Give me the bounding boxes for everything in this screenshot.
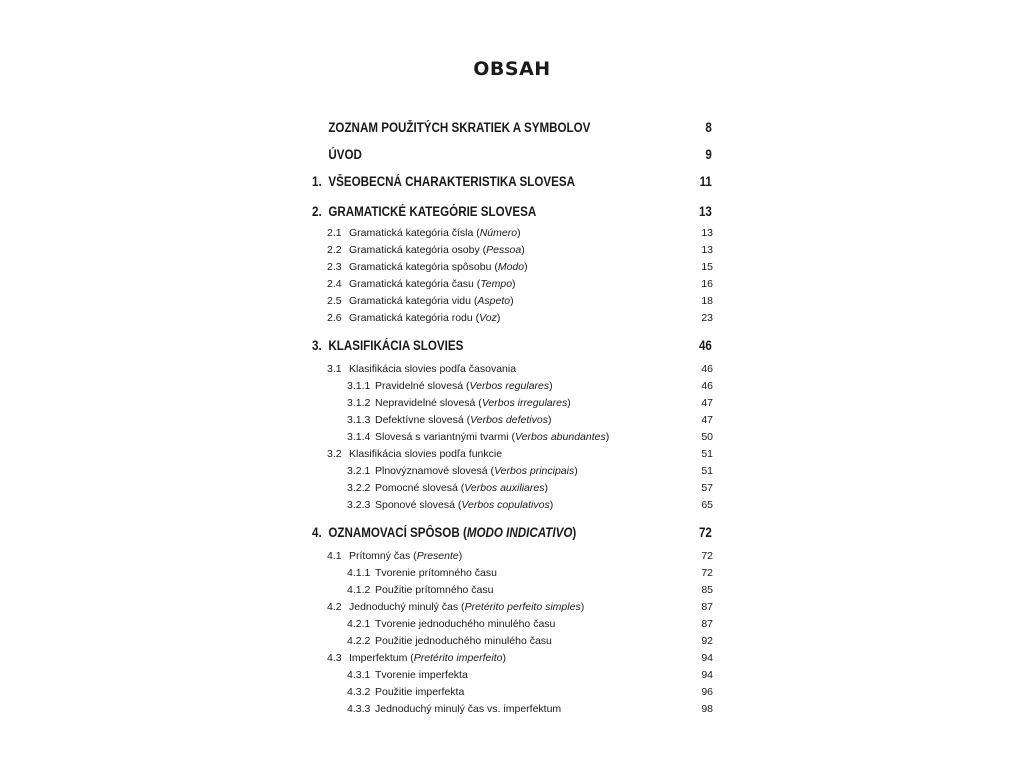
toc-number: 2.6 [327,312,342,324]
toc-page: 46 [701,380,713,392]
toc-label: Gramatická kategória rodu (Voz) [349,312,501,324]
toc-label: ÚVOD [328,147,362,162]
toc-page: 9 [705,147,712,162]
toc-label: ZOZNAM POUŽITÝCH SKRATIEK A SYMBOLOV [328,120,591,135]
toc-number: 2. [312,204,322,219]
toc-entry-3-1-2[interactable] [312,395,714,412]
toc-label: Gramatická kategória času (Tempo) [349,278,516,290]
toc-number: 4.2.1 [347,618,371,630]
toc-number: 2.3 [327,261,342,273]
toc-entry-3-1[interactable] [312,361,714,378]
toc-page: 87 [701,618,713,630]
toc-entry-4-3-3[interactable] [312,701,714,718]
toc-entry-3-2-2[interactable] [312,480,714,497]
toc-number: 3.2.1 [347,465,371,477]
toc-page: 94 [701,669,713,681]
toc-label: Tvorenie imperfekta [375,669,468,681]
toc-label: Tvorenie prítomného času [375,567,497,579]
toc-label: Použitie imperfekta [375,686,465,698]
toc-page: 51 [701,465,713,477]
toc-entry-4-1[interactable] [312,548,714,565]
toc-label: Jednoduchý minulý čas vs. imperfektum [375,703,562,715]
toc-page: 13 [698,204,712,219]
toc-entry-chapter-4[interactable] [312,518,712,548]
toc-number: 4.3 [327,652,342,664]
toc-label: Použitie jednoduchého minulého času [375,635,552,647]
table-of-contents [312,114,714,718]
toc-label: VŠEOBECNÁ CHARAKTERISTIKA SLOVESA [328,174,575,189]
toc-number: 2.4 [327,278,342,290]
toc-number: 3.1.3 [347,414,371,426]
toc-label: Slovesá s variantnými tvarmi (Verbos abundantes) [375,431,610,443]
toc-number: 4.1 [327,550,342,562]
toc-number: 4.2.2 [347,635,371,647]
toc-entry-chapter-3[interactable] [312,331,712,361]
toc-entry-2-4[interactable] [312,276,714,293]
toc-page: 57 [701,482,713,494]
toc-entry-4-1-1[interactable] [312,565,714,582]
toc-page: 65 [701,499,713,511]
toc-label: Plnovýznamové slovesá (Verbos principais) [375,465,578,477]
toc-entry-3-1-1[interactable] [312,378,714,395]
toc-number: 4. [312,525,322,540]
toc-number: 3.1.4 [347,431,371,443]
toc-entry-4-2[interactable] [312,599,714,616]
toc-label: Klasifikácia slovies podľa časovania [349,363,517,375]
toc-entry-chapter-2[interactable] [312,198,712,225]
toc-page: 87 [701,601,713,613]
toc-number: 2.5 [327,295,342,307]
toc-label: Pravidelné slovesá (Verbos regulares) [375,380,553,392]
toc-page: 46 [698,338,712,353]
toc-label: Gramatická kategória osoby (Pessoa) [349,244,525,256]
toc-page: 15 [701,261,713,273]
toc-page: 94 [701,652,713,664]
toc-entry-3-1-4[interactable] [312,429,714,446]
toc-entry-4-2-1[interactable] [312,616,714,633]
toc-page: 47 [701,414,713,426]
toc-label: Tvorenie jednoduchého minulého času [375,618,556,630]
toc-entry-abbreviations[interactable] [312,114,712,141]
toc-entry-4-3-2[interactable] [312,684,714,701]
toc-label: Defektívne slovesá (Verbos defetivos) [375,414,552,426]
toc-label: Gramatická kategória spôsobu (Modo) [349,261,528,273]
toc-page: 85 [701,584,713,596]
toc-page: 98 [701,703,713,715]
toc-number: 3.2.3 [347,499,371,511]
toc-number: 3.1.1 [347,380,371,392]
toc-page: 46 [701,363,713,375]
toc-number: 3.1.2 [347,397,371,409]
toc-entry-3-1-3[interactable] [312,412,714,429]
toc-page: 72 [701,567,713,579]
toc-page: 13 [701,244,713,256]
toc-number: 3. [312,338,322,353]
toc-label: Gramatická kategória čísla (Número) [349,227,521,239]
toc-entry-2-3[interactable] [312,259,714,276]
toc-number: 4.1.1 [347,567,371,579]
toc-page: 51 [701,448,713,460]
toc-label: Sponové slovesá (Verbos copulativos) [375,499,554,511]
toc-entry-4-3-1[interactable] [312,667,714,684]
toc-label: GRAMATICKÉ KATEGÓRIE SLOVESA [328,204,537,219]
toc-label: OZNAMOVACÍ SPÔSOB (MODO INDICATIVO) [328,525,577,540]
toc-number: 3.1 [327,363,342,375]
toc-label: Nepravidelné slovesá (Verbos irregulares) [375,397,571,409]
toc-page: 96 [701,686,713,698]
toc-entry-2-5[interactable] [312,293,714,310]
toc-page: 47 [701,397,713,409]
toc-page: 18 [701,295,713,307]
toc-label: Použitie prítomného času [375,584,494,596]
toc-page: 8 [705,120,712,135]
toc-number: 3.2 [327,448,342,460]
toc-entry-4-2-2[interactable] [312,633,714,650]
toc-number: 1. [312,174,322,189]
toc-entry-2-6[interactable] [312,310,714,327]
toc-number: 2.1 [327,227,342,239]
toc-entry-4-3[interactable] [312,650,714,667]
toc-number: 3.2.2 [347,482,371,494]
toc-label: Imperfektum (Pretérito imperfeito) [349,652,506,664]
toc-entry-chapter-1[interactable] [312,168,712,195]
toc-label: Prítomný čas (Presente) [349,550,463,562]
toc-page: 72 [698,525,712,540]
page-title: OBSAH [473,58,551,80]
toc-number: 4.1.2 [347,584,371,596]
toc-number: 2.2 [327,244,342,256]
toc-page: 72 [701,550,713,562]
toc-entry-2-1[interactable] [312,225,714,242]
toc-page: 13 [701,227,713,239]
toc-page: 50 [701,431,713,443]
toc-entry-2-2[interactable] [312,242,714,259]
toc-entry-intro[interactable] [312,141,712,168]
toc-page: 23 [701,312,713,324]
toc-label: Pomocné slovesá (Verbos auxiliares) [375,482,548,494]
toc-label: Jednoduchý minulý čas (Pretérito perfeito simples) [349,601,585,613]
toc-label: KLASIFIKÁCIA SLOVIES [328,338,464,353]
toc-page: 92 [701,635,713,647]
toc-entry-4-1-2[interactable] [312,582,714,599]
toc-label: Klasifikácia slovies podľa funkcie [349,448,503,460]
toc-number: 4.3.3 [347,703,371,715]
toc-label: Gramatická kategória vidu (Aspeto) [349,295,514,307]
toc-entry-3-2-3[interactable] [312,497,714,514]
toc-number: 4.2 [327,601,342,613]
toc-number: 4.3.1 [347,669,371,681]
toc-number: 4.3.2 [347,686,371,698]
toc-entry-3-2-1[interactable] [312,463,714,480]
toc-page: 16 [701,278,713,290]
toc-entry-3-2[interactable] [312,446,714,463]
toc-page: 11 [699,174,712,189]
